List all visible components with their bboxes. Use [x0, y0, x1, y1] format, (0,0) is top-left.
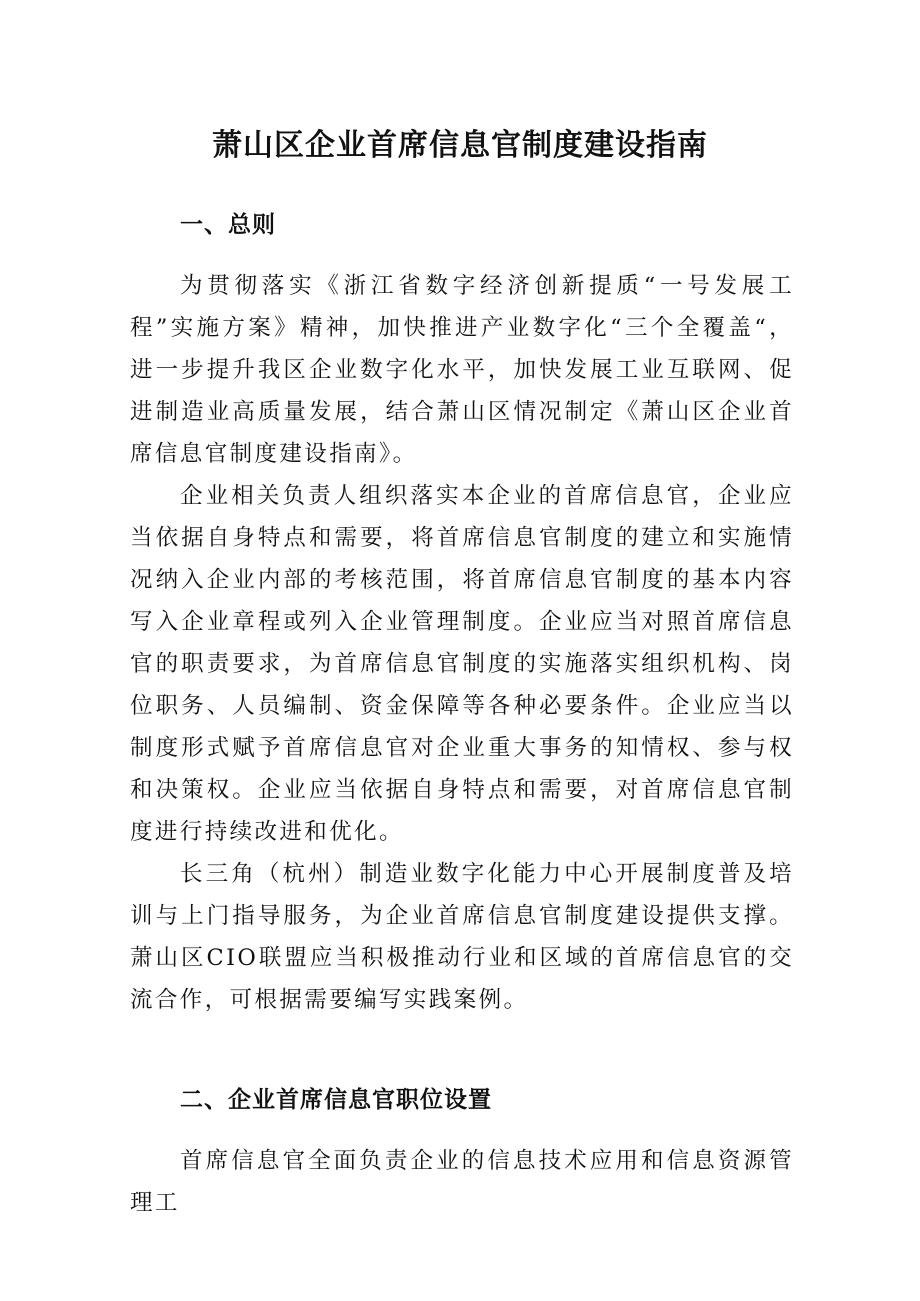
paragraph: 长三角（杭州）制造业数字化能力中心开展制度普及培训与上门指导服务，为企业首席信息官制度建设提供支撑。萧山区CIO联盟应当积极推动行业和区域的首席信息官的交流合作，可根据需要编写实践案例。 [130, 861, 794, 1013]
paragraph: 首席信息官全面负责企业的信息技术应用和信息资源管理工 [130, 1148, 794, 1216]
paragraph: 为贯彻落实《浙江省数字经济创新提质“一号发展工程”实施方案》精神，加快推进产业数字化“三个全覆盖“，进一步提升我区企业数字化水平，加快发展工业互联网、促进制造业高质量发展，结合萧山区情况制定《萧山区企业首席信息官制度建设指南》。 [130, 273, 794, 467]
paragraph: 企业相关负责人组织落实本企业的首席信息官，企业应当依据自身特点和需要，将首席信息官制度的建立和实施情况纳入企业内部的考核范围，将首席信息官制度的基本内容写入企业章程或列入企业管理制度。企业应当对照首席信息官的职责要求，为首席信息官制度的实施落实组织机构、岗位职务、人员编制、资金保障等各种必要条件。企业应当以制度形式赋予首席信息官对企业重大事务的知情权、参与权和决策权。企业应当依据自身特点和需要，对首席信息官制度进行持续改进和优化。 [130, 483, 794, 845]
section-heading-position-setup: 二、企业首席信息官职位设置 [180, 1086, 492, 1113]
document-title: 萧山区企业首席信息官制度建设指南 [212, 128, 708, 163]
section-heading-general: 一、总则 [180, 211, 276, 238]
